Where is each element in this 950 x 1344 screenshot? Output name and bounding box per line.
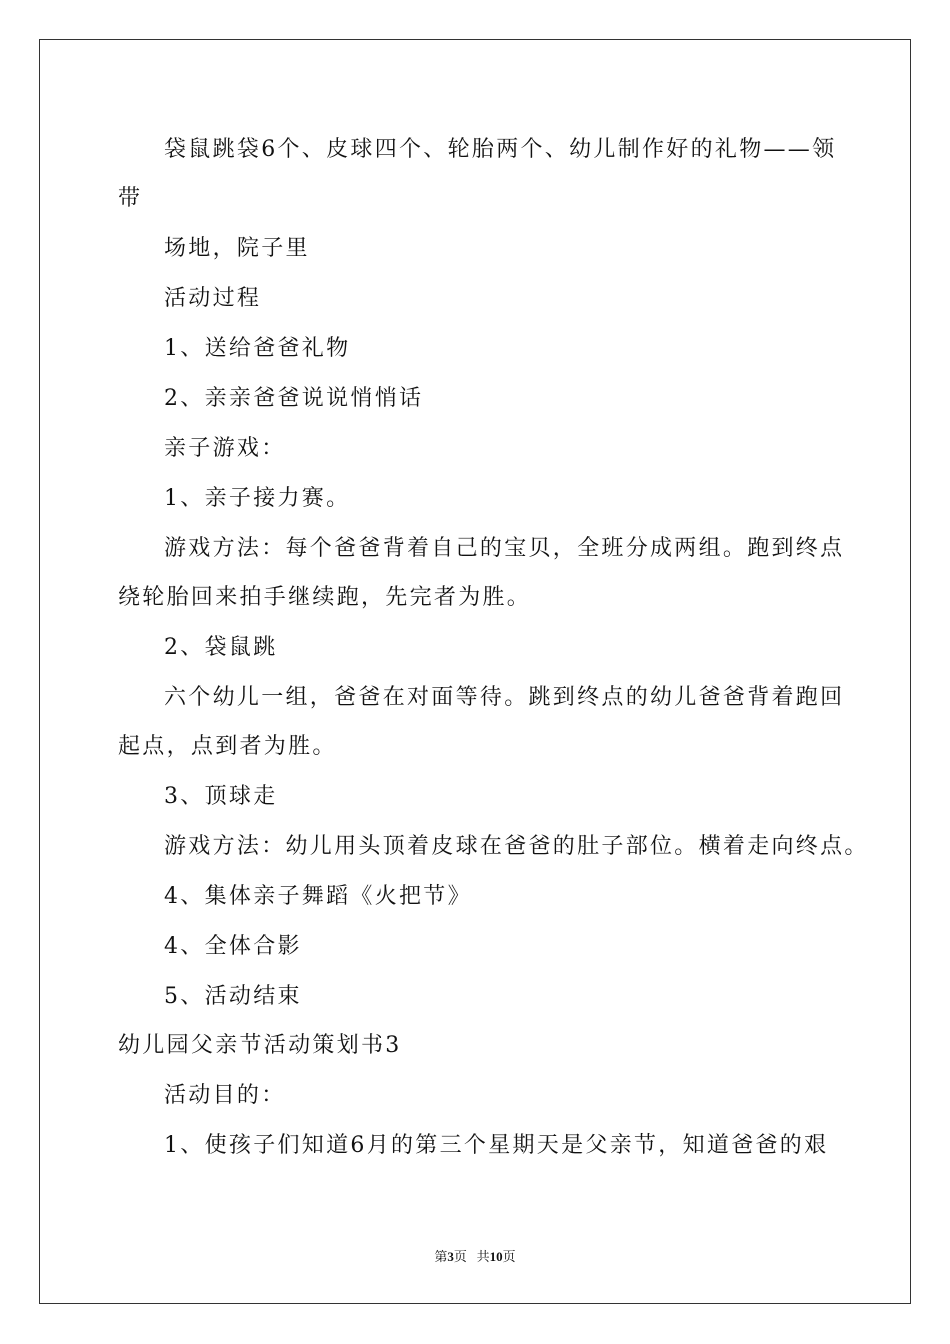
list-item-whisper: 2、亲亲爸爸说说悄悄话 (164, 386, 424, 411)
footer-page-suffix: 页 (453, 1249, 467, 1264)
footer-total-suffix: 页 (502, 1249, 516, 1264)
text-line-relay-method: 游戏方法：每个爸爸背着自己的宝贝，全班分成两组。跑到终点 (164, 536, 845, 561)
heading-activity-process: 活动过程 (164, 286, 262, 311)
heading-activity-purpose: 活动目的： (164, 1083, 286, 1108)
list-item-purpose-1: 1、使孩子们知道6月的第三个星期天是父亲节，知道爸爸的艰 (164, 1133, 829, 1158)
text-line-venue: 场地，院子里 (164, 236, 310, 261)
text-line-ball-walk-method: 游戏方法：幼儿用头顶着皮球在爸爸的肚子部位。横着走向终点。 (164, 834, 869, 859)
list-item-gift: 1、送给爸爸礼物 (164, 336, 351, 361)
list-item-group-photo: 4、全体合影 (164, 934, 302, 959)
list-item-kangaroo-jump: 2、袋鼠跳 (164, 635, 278, 660)
list-item-relay: 1、亲子接力赛。 (164, 486, 351, 511)
footer-page-prefix: 第 (434, 1249, 448, 1264)
text-line-materials-cont: 带 (118, 186, 143, 211)
text-line-kangaroo-method: 六个幼儿一组，爸爸在对面等待。跳到终点的幼儿爸爸背着跑回 (164, 685, 845, 710)
list-item-ball-walk: 3、顶球走 (164, 784, 278, 809)
text-line-kangaroo-method-cont: 起点，点到者为胜。 (118, 734, 337, 759)
page-border (39, 39, 911, 1304)
footer-page-total: 10 (489, 1249, 503, 1264)
page-footer (0, 1248, 950, 1266)
list-item-dance: 4、集体亲子舞蹈《火把节》 (164, 884, 472, 909)
text-line-materials: 袋鼠跳袋6个、皮球四个、轮胎两个、幼儿制作好的礼物——领 (164, 137, 837, 162)
section-title-plan-3: 幼儿园父亲节活动策划书3 (118, 1033, 402, 1058)
text-line-relay-method-cont: 绕轮胎回来拍手继续跑，先完者为胜。 (118, 585, 532, 610)
footer-total-prefix: 共 (476, 1249, 490, 1264)
footer-page-current: 3 (447, 1249, 454, 1264)
list-item-activity-end: 5、活动结束 (164, 984, 302, 1009)
heading-parent-child-games: 亲子游戏： (164, 436, 286, 461)
